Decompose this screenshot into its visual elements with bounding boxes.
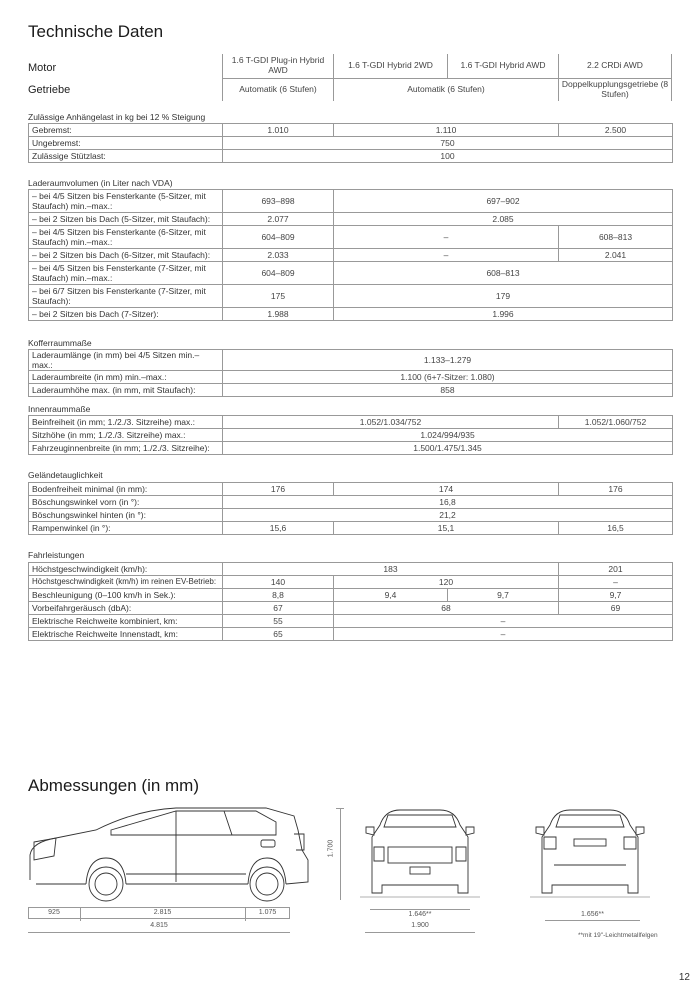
getriebe-label: Getriebe (28, 84, 71, 96)
cell: 2.041 (559, 249, 673, 262)
row-label: Ungebremst: (29, 137, 223, 150)
width-value: 1.900 (411, 922, 429, 929)
row-label: Höchstgeschwindigkeit (km/h) im reinen EV-Betrieb: (29, 576, 223, 589)
motor-label: Motor (28, 62, 57, 74)
cargo-table (28, 189, 673, 321)
cell: 608–813 (559, 226, 673, 249)
transmission-col-1: Automatik (6 Stufen) (222, 79, 333, 101)
cell: 67 (223, 602, 334, 615)
row-label: Gebremst: (29, 124, 223, 137)
table-row (29, 285, 673, 308)
page-title: Technische Daten (28, 22, 164, 41)
row-label: – bei 6/7 Sitzen bis Fensterkante (7-Sitzer, mit Staufach): (29, 285, 223, 308)
offroad-table (28, 482, 673, 535)
cell: 176 (223, 483, 334, 496)
car-rear-view-icon (530, 805, 650, 905)
row-label: Fahrzeuginnenbreite (in mm; 1./2./3. Sitzreihe): (29, 442, 223, 455)
table-row (29, 249, 673, 262)
cell: 15,6 (223, 522, 334, 535)
row-label: Böschungswinkel vorn (in °): (29, 496, 223, 509)
cell: 858 (223, 384, 673, 397)
cell: 750 (223, 137, 673, 150)
table-row (29, 483, 673, 496)
cell: 2.033 (223, 249, 334, 262)
table-row (29, 150, 673, 163)
cell: 604–809 (223, 226, 334, 249)
divider (336, 808, 344, 809)
table-row (29, 137, 673, 150)
cell: 16,5 (559, 522, 673, 535)
table-row (29, 602, 673, 615)
cell: 179 (334, 285, 673, 308)
divider (365, 932, 475, 933)
cell: – (334, 249, 559, 262)
height-value: 1.700 (327, 839, 335, 858)
cell: 201 (559, 563, 673, 576)
table-row (29, 262, 673, 285)
cell: 16,8 (223, 496, 673, 509)
row-label: Zulässige Stützlast: (29, 150, 223, 163)
table-row (29, 308, 673, 321)
row-label: Elektrische Reichweite Innenstadt, km: (29, 628, 223, 641)
trunk-table (28, 349, 673, 397)
table-row (29, 190, 673, 213)
row-label: Beschleunigung (0–100 km/h in Sek.): (29, 589, 223, 602)
cell: 604–809 (223, 262, 334, 285)
cell: 1.052/1.060/752 (559, 416, 673, 429)
row-label: – bei 4/5 Sitzen bis Fensterkante (7-Sitzer, mit Staufach) min.–max.: (29, 262, 223, 285)
cell: 2.085 (334, 213, 673, 226)
cell: 1.010 (223, 124, 334, 137)
row-label: Sitzhöhe (in mm; 1./2./3. Sitzreihe) max.: (29, 429, 223, 442)
engine-col-3: 1.6 T-GDI Hybrid AWD (447, 54, 558, 78)
cell: 15,1 (334, 522, 559, 535)
cell: 174 (334, 483, 559, 496)
section-title-interior: Innenraummaße (28, 404, 91, 414)
table-row (29, 576, 673, 589)
engine-col-4: 2.2 CRDi AWD (558, 54, 672, 78)
table-row (29, 522, 673, 535)
divider (28, 932, 290, 933)
row-label: Elektrische Reichweite kombiniert, km: (29, 615, 223, 628)
cell: 68 (334, 602, 559, 615)
cell: 21,2 (223, 509, 673, 522)
row-label: – bei 2 Sitzen bis Dach (5-Sitzer, mit Staufach): (29, 213, 223, 226)
wheelbase-value: 2.815 (153, 909, 172, 916)
cell: – (559, 576, 673, 589)
cell: 100 (223, 150, 673, 163)
car-side-view-icon (26, 800, 326, 910)
table-row (29, 384, 673, 397)
cell: 1.996 (334, 308, 673, 321)
table-row (29, 416, 673, 429)
height-dim-line (340, 808, 341, 900)
row-label: – bei 2 Sitzen bis Dach (6-Sitzer, mit Staufach): (29, 249, 223, 262)
cell: – (334, 226, 559, 249)
row-label: Höchstgeschwindigkeit (km/h): (29, 563, 223, 576)
interior-table (28, 415, 673, 455)
table-row (29, 226, 673, 249)
transmission-col-4: Doppelkupplungsgetriebe (8 Stufen) (558, 79, 672, 101)
row-label: Laderaumlänge (in mm) bei 4/5 Sitzen min.–max.: (29, 350, 223, 371)
engine-col-2: 1.6 T-GDI Hybrid 2WD (333, 54, 447, 78)
car-front-view-icon (360, 805, 480, 905)
cell: 1.052/1.034/752 (223, 416, 559, 429)
table-row (29, 124, 673, 137)
cell: 183 (223, 563, 559, 576)
table-row (29, 442, 673, 455)
cell: 1.024/994/935 (223, 429, 673, 442)
rear-track-value: 1.656** (581, 911, 604, 918)
row-label: Beinfreiheit (in mm; 1./2./3. Sitzreihe) max.: (29, 416, 223, 429)
section-title-cargo: Laderaumvolumen (in Liter nach VDA) (28, 178, 173, 188)
table-row (29, 429, 673, 442)
rear-overhang-value: 1.075 (258, 909, 277, 916)
cell: 2.077 (223, 213, 334, 226)
cell: 9,7 (448, 589, 559, 602)
row-label: Bodenfreiheit minimal (in mm): (29, 483, 223, 496)
cell: 69 (559, 602, 673, 615)
cell: 1.133–1.279 (223, 350, 673, 371)
cell: 176 (559, 483, 673, 496)
cell: 693–898 (223, 190, 334, 213)
table-row (29, 371, 673, 384)
cell: 9,4 (334, 589, 448, 602)
row-label: Laderaumbreite (in mm) min.–max.: (29, 371, 223, 384)
table-row (29, 563, 673, 576)
front-overhang-value: 925 (48, 909, 60, 916)
performance-table (28, 562, 673, 641)
length-value: 4.815 (150, 922, 168, 929)
table-row (29, 589, 673, 602)
cell: 2.500 (559, 124, 673, 137)
cell: – (334, 615, 673, 628)
divider (545, 920, 640, 921)
cell: 608–813 (334, 262, 673, 285)
cell: 1.110 (334, 124, 559, 137)
front-track-value: 1.646** (408, 911, 432, 918)
towing-table (28, 123, 673, 163)
cell: 140 (223, 576, 334, 589)
row-label: Vorbeifahrgeräusch (dbA): (29, 602, 223, 615)
cell: 1.500/1.475/1.345 (223, 442, 673, 455)
footnote: **mit 19"-Leichtmetallfelgen (578, 932, 658, 939)
cell: 8,8 (223, 589, 334, 602)
cell: 1.100 (6+7-Sitzer: 1.080) (223, 371, 673, 384)
cell: 120 (334, 576, 559, 589)
row-label: Böschungswinkel hinten (in °): (29, 509, 223, 522)
transmission-col-2-3: Automatik (6 Stufen) (333, 79, 558, 101)
cell: – (334, 628, 673, 641)
row-label: – bei 2 Sitzen bis Dach (7-Sitzer): (29, 308, 223, 321)
cell: 55 (223, 615, 334, 628)
cell: 175 (223, 285, 334, 308)
table-row (29, 496, 673, 509)
section-title-trunk: Kofferraummaße (28, 338, 92, 348)
engine-col-1: 1.6 T-GDI Plug-in Hybrid AWD (222, 54, 333, 78)
page-number: 12 (678, 972, 690, 983)
section-title-performance: Fahrleistungen (28, 550, 85, 560)
section-title-towing: Zulässige Anhängelast in kg bei 12 % Steigung (28, 112, 206, 122)
cell: 65 (223, 628, 334, 641)
section-title-offroad: Geländetauglichkeit (28, 470, 103, 480)
row-label: Laderaumhöhe max. (in mm, mit Staufach): (29, 384, 223, 397)
dimensions-title: Abmessungen (in mm) (28, 776, 200, 795)
table-row (29, 615, 673, 628)
table-row (29, 628, 673, 641)
row-label: – bei 4/5 Sitzen bis Fensterkante (6-Sitzer, mit Staufach) min.–max.: (29, 226, 223, 249)
row-label: Rampenwinkel (in °): (29, 522, 223, 535)
table-row (29, 350, 673, 371)
cell: 9,7 (559, 589, 673, 602)
table-row (29, 213, 673, 226)
cell: 1.988 (223, 308, 334, 321)
cell: 697–902 (334, 190, 673, 213)
row-label: – bei 4/5 Sitzen bis Fensterkante (5-Sitzer, mit Staufach) min.–max.: (29, 190, 223, 213)
table-row (29, 509, 673, 522)
divider (370, 909, 470, 910)
